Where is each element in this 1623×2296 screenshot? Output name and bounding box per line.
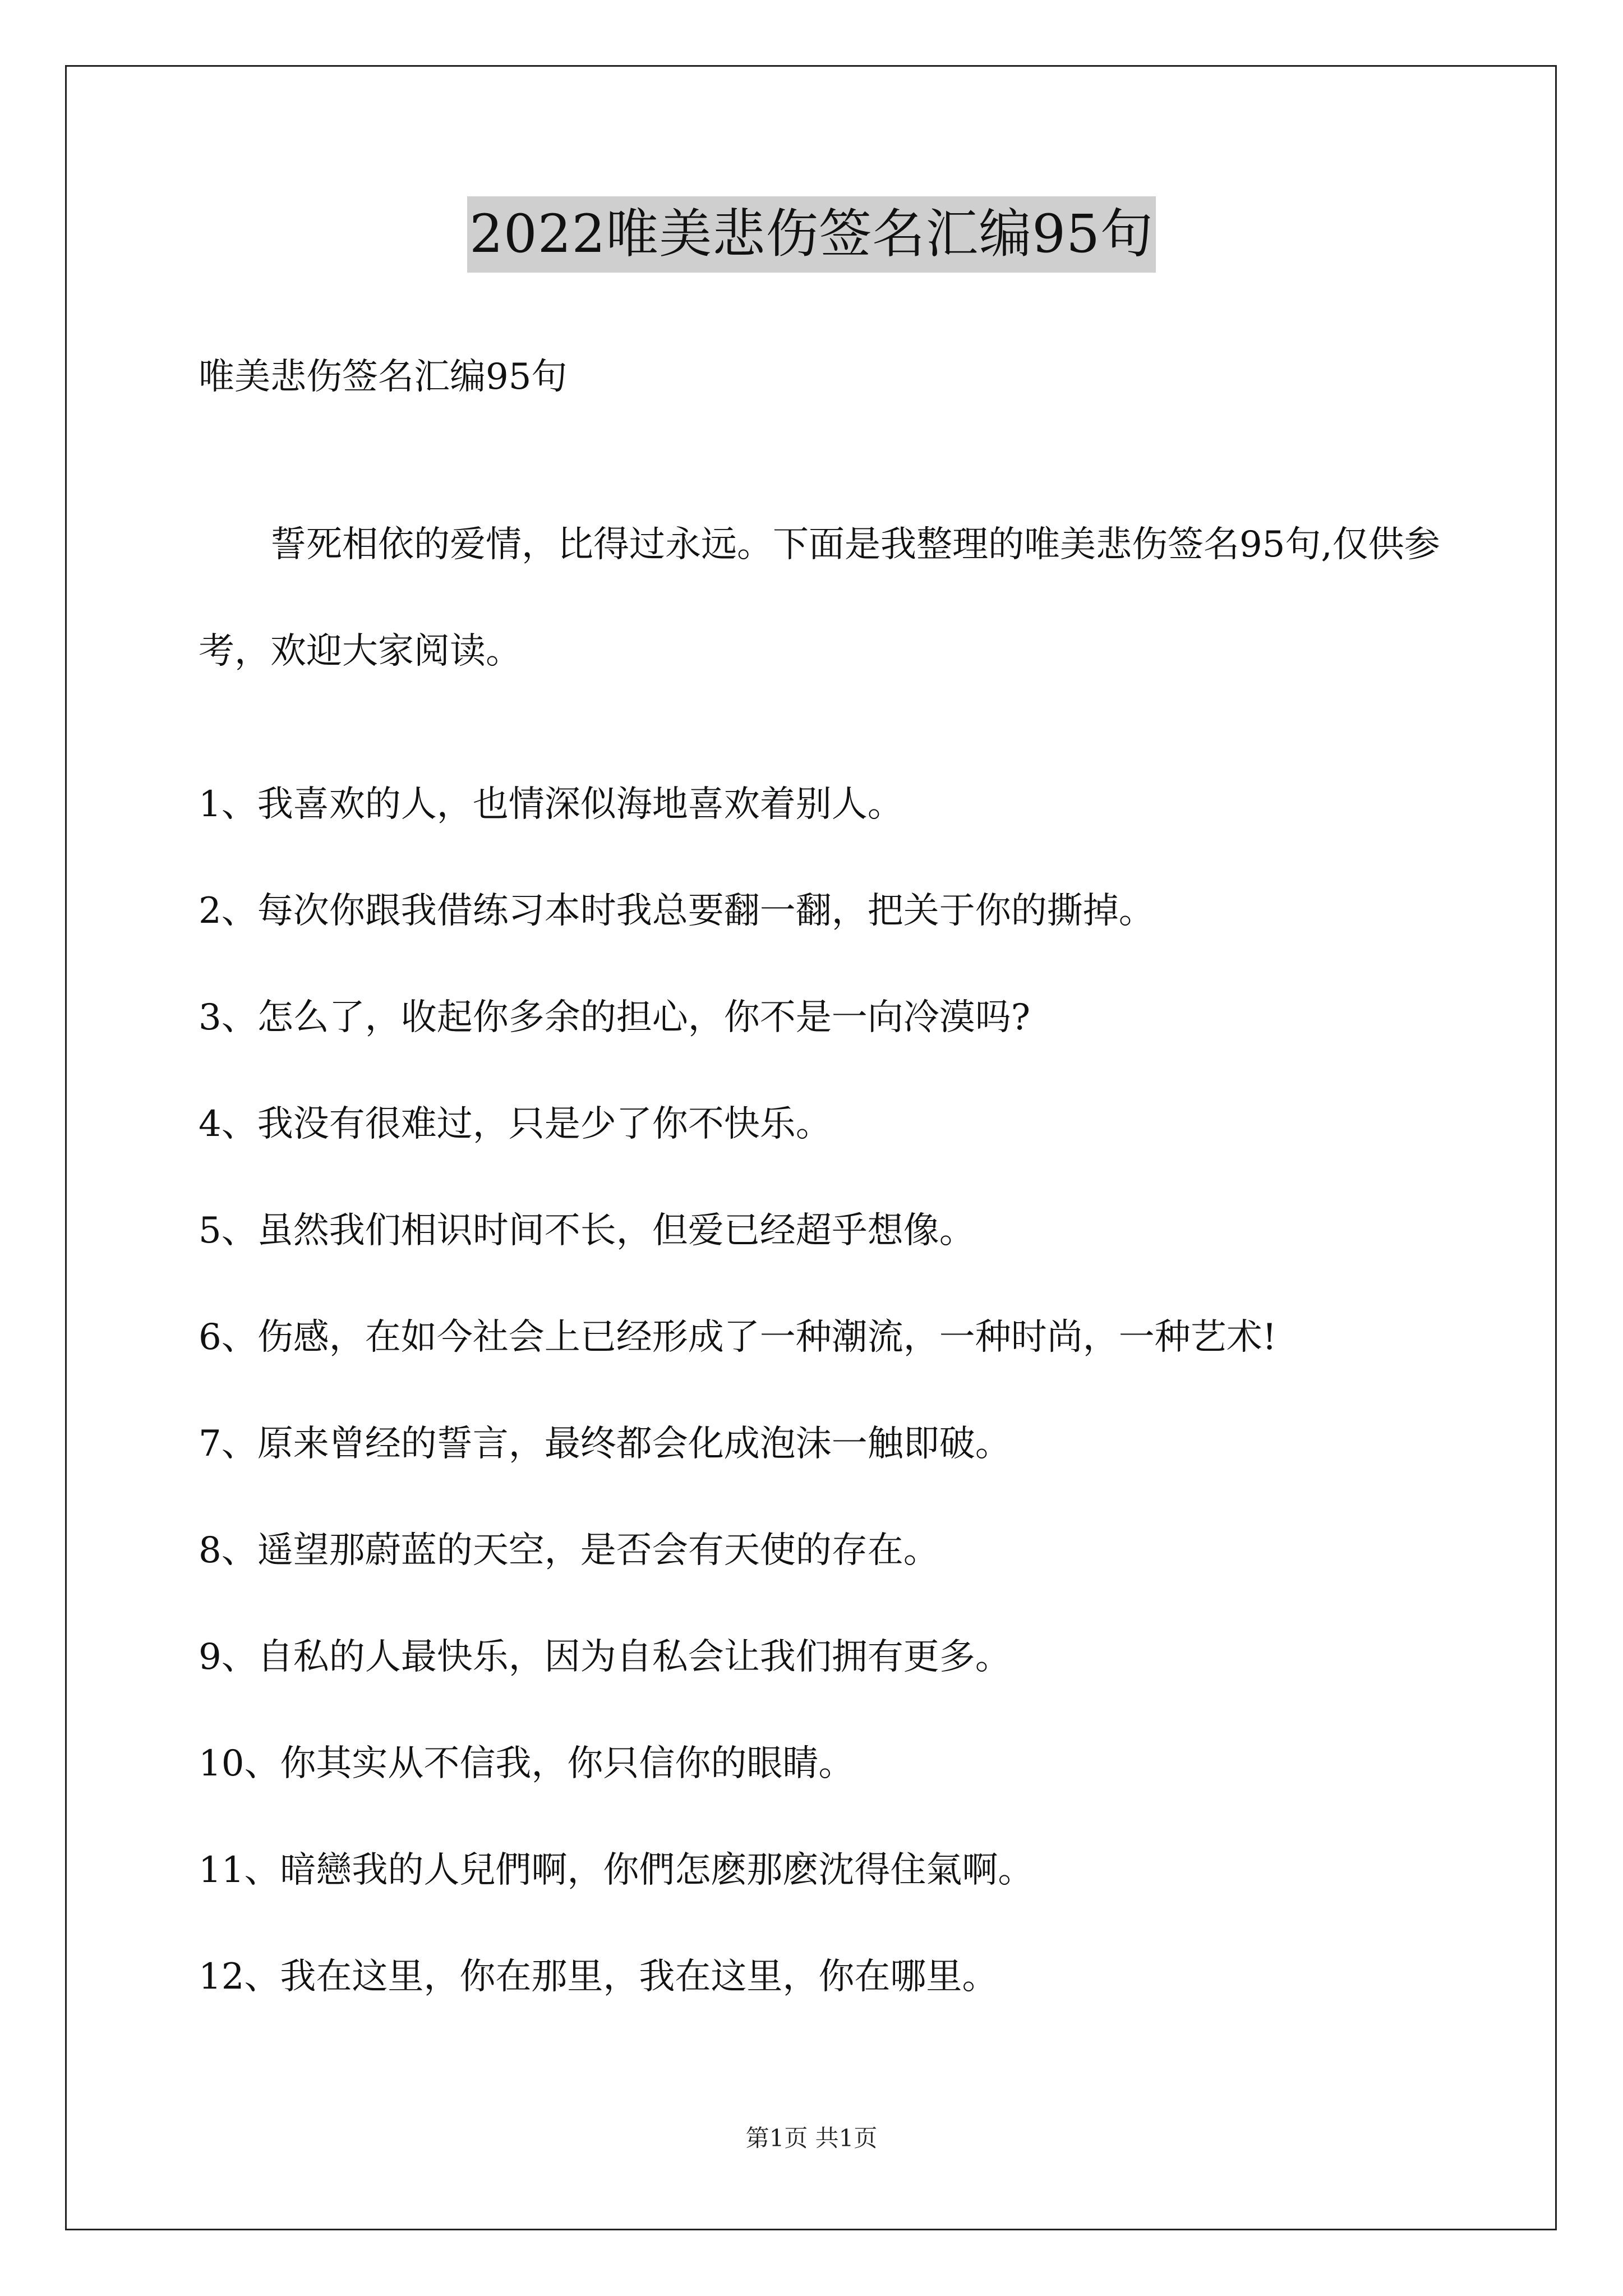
list-item: 10、你其实从不信我，你只信你的眼睛。 [199,1743,855,1784]
list-item: 6、伤感，在如今社会上已经形成了一种潮流，一种时尚，一种艺术! [199,1317,1277,1358]
list-item: 12、我在这里，你在那里，我在这里，你在哪里。 [199,1956,998,1998]
list-item: 4、我没有很难过，只是少了你不快乐。 [199,1103,832,1145]
page-footer: 第1页 共1页 [745,2124,878,2152]
title-container [0,196,1623,273]
list-item: 8、遥望那蔚蓝的天空，是否会有天使的存在。 [199,1530,939,1571]
document-subtitle: 唯美悲伤签名汇编95句 [199,356,568,398]
list-item: 11、暗戀我的人兒們啊，你們怎麽那麽沈得住氣啊。 [199,1849,1034,1891]
list-item: 5、虽然我们相识时间不长，但爱已经超乎想像。 [199,1210,975,1251]
intro-paragraph: 誓死相依的爱情，比得过永远。下面是我整理的唯美悲伤签名95句,仅供参考，欢迎大家阅读。 [199,524,1440,672]
signature-list [199,776,1276,2055]
document-title: 2022唯美悲伤签名汇编95句 [467,196,1156,273]
list-item: 1、我喜欢的人，也情深似海地喜欢着别人。 [199,784,903,825]
list-item: 9、自私的人最快乐，因为自私会让我们拥有更多。 [199,1636,1011,1678]
list-item: 3、怎么了，收起你多余的担心，你不是一向冷漠吗? [199,997,1031,1038]
list-item: 7、原来曾经的誓言，最终都会化成泡沫一触即破。 [199,1423,1011,1465]
list-item: 2、每次你跟我借练习本时我总要翻一翻，把关于你的撕掉。 [199,890,1155,932]
